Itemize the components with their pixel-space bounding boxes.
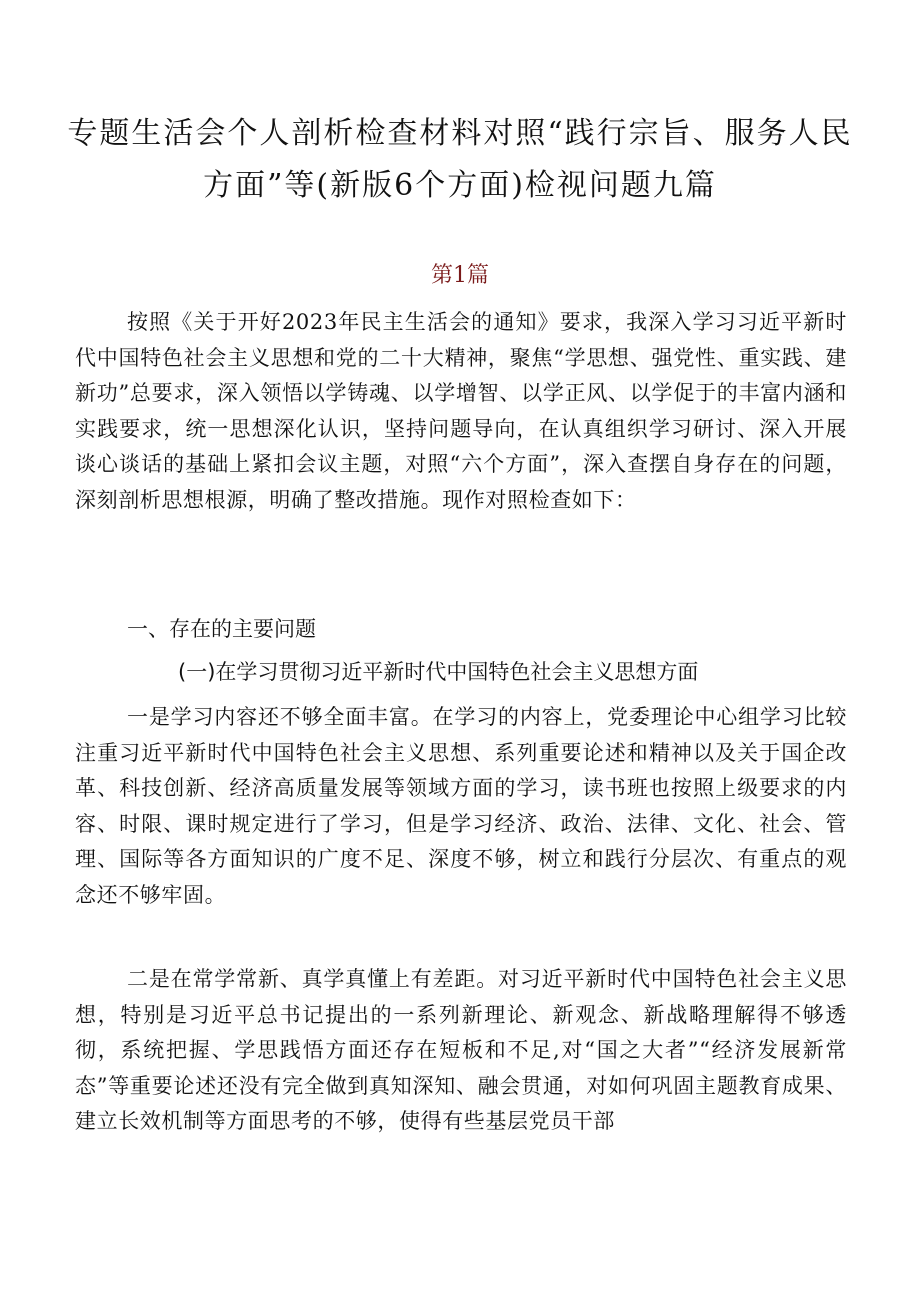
- problem-paragraph-1: 一是学习内容还不够全面丰富。在学习的内容上，党委理论中心组学习比较注重习近平新时代中国特色社会主义思想、系列重要论述和精神以及关于国企改革、科技创新、经济高质量发展等领域方面的学习，读书班也按照上级要求的内容、时限、课时规定进行了学习，但是学习经济、政治、法律、文化、社会、管理、国际等各方面知识的广度不足、深度不够，树立和践行分层次、有重点的观念还不够牢固。: [75, 705, 847, 907]
- document-title: 专题生活会个人剖析检查材料对照“践行宗旨、服务人民方面”等(新版6个方面)检视问题九篇: [67, 116, 853, 203]
- problem-paragraph-2: 二是在常学常新、真学真懂上有差距。对习近平新时代中国特色社会主义思想，特别是习近平总书记提出的一系列新理论、新观念、新战略理解得不够透彻，系统把握、学思践悟方面还存在短板和不足,对“国之大者”“经济发展新常态”等重要论述还没有完全做到真知深知、融会贯通，对如何巩固主题教育成果、建立长效机制等方面思考的不够，使得有些基层党员干部: [75, 967, 847, 1133]
- heading-main-problems: 一、存在的主要问题: [127, 617, 316, 641]
- section-title: 第1篇: [431, 263, 489, 288]
- heading-subsection-1: (一)在学习贯彻习近平新时代中国特色社会主义思想方面: [178, 660, 699, 684]
- intro-paragraph: 按照《关于开好2023年民主生活会的通知》要求，我深入学习习近平新时代中国特色社会主义思想和党的二十大精神，聚焦“学思想、强党性、重实践、建新功”总要求，深入领悟以学铸魂、以学增智、以学正风、以学促于的丰富内涵和实践要求，统一思想深化认识，坚持问题导向，在认真组织学习研讨、深入开展谈心谈话的基础上紧扣会议主题，对照“六个方面”，深入查摆自身存在的问题，深刻剖析思想根源，明确了整改措施。现作对照检查如下：: [75, 310, 847, 512]
